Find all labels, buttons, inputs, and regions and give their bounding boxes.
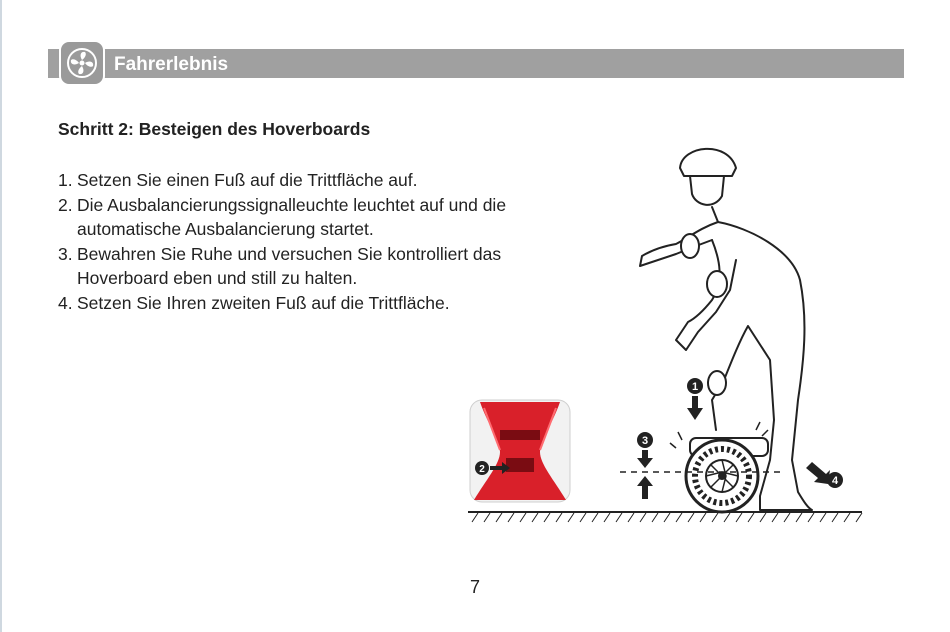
step-number: 4. [58,292,73,313]
step-text: Setzen Sie einen Fuß auf die Trittfläche auf. [77,170,418,190]
hoverboard-wheel [670,422,768,512]
step-marker-1 [687,378,703,420]
step-heading: Schritt 2: Besteigen des Hoverboards [58,119,371,139]
section-title: Fahrerlebnis [114,54,229,75]
step-number: 3. [58,243,73,264]
step-marker-4 [806,462,843,488]
inset-photo [470,400,570,502]
step-text: Bewahren Sie Ruhe und versuchen Sie kontrolliert das Hoverboard eben und still zu halten. [77,243,502,288]
step-number: 2. [58,194,73,215]
step-marker-3 [637,432,653,499]
marker-4-label: 4 [831,475,839,487]
marker-3-label: 3 [641,435,649,447]
marker-1-label: 1 [691,381,699,393]
page-number: 7 [469,577,480,597]
marker-2-label: 2 [479,464,485,475]
step-text: Setzen Sie Ihren zweiten Fuß auf die Trittfläche. [77,292,450,313]
step-number: 1. [58,170,73,190]
step-text: Die Ausbalancierungssignalleuchte leuchtet auf und die automatische Ausbalancierung startet. [77,194,507,239]
ground-line [468,512,862,522]
